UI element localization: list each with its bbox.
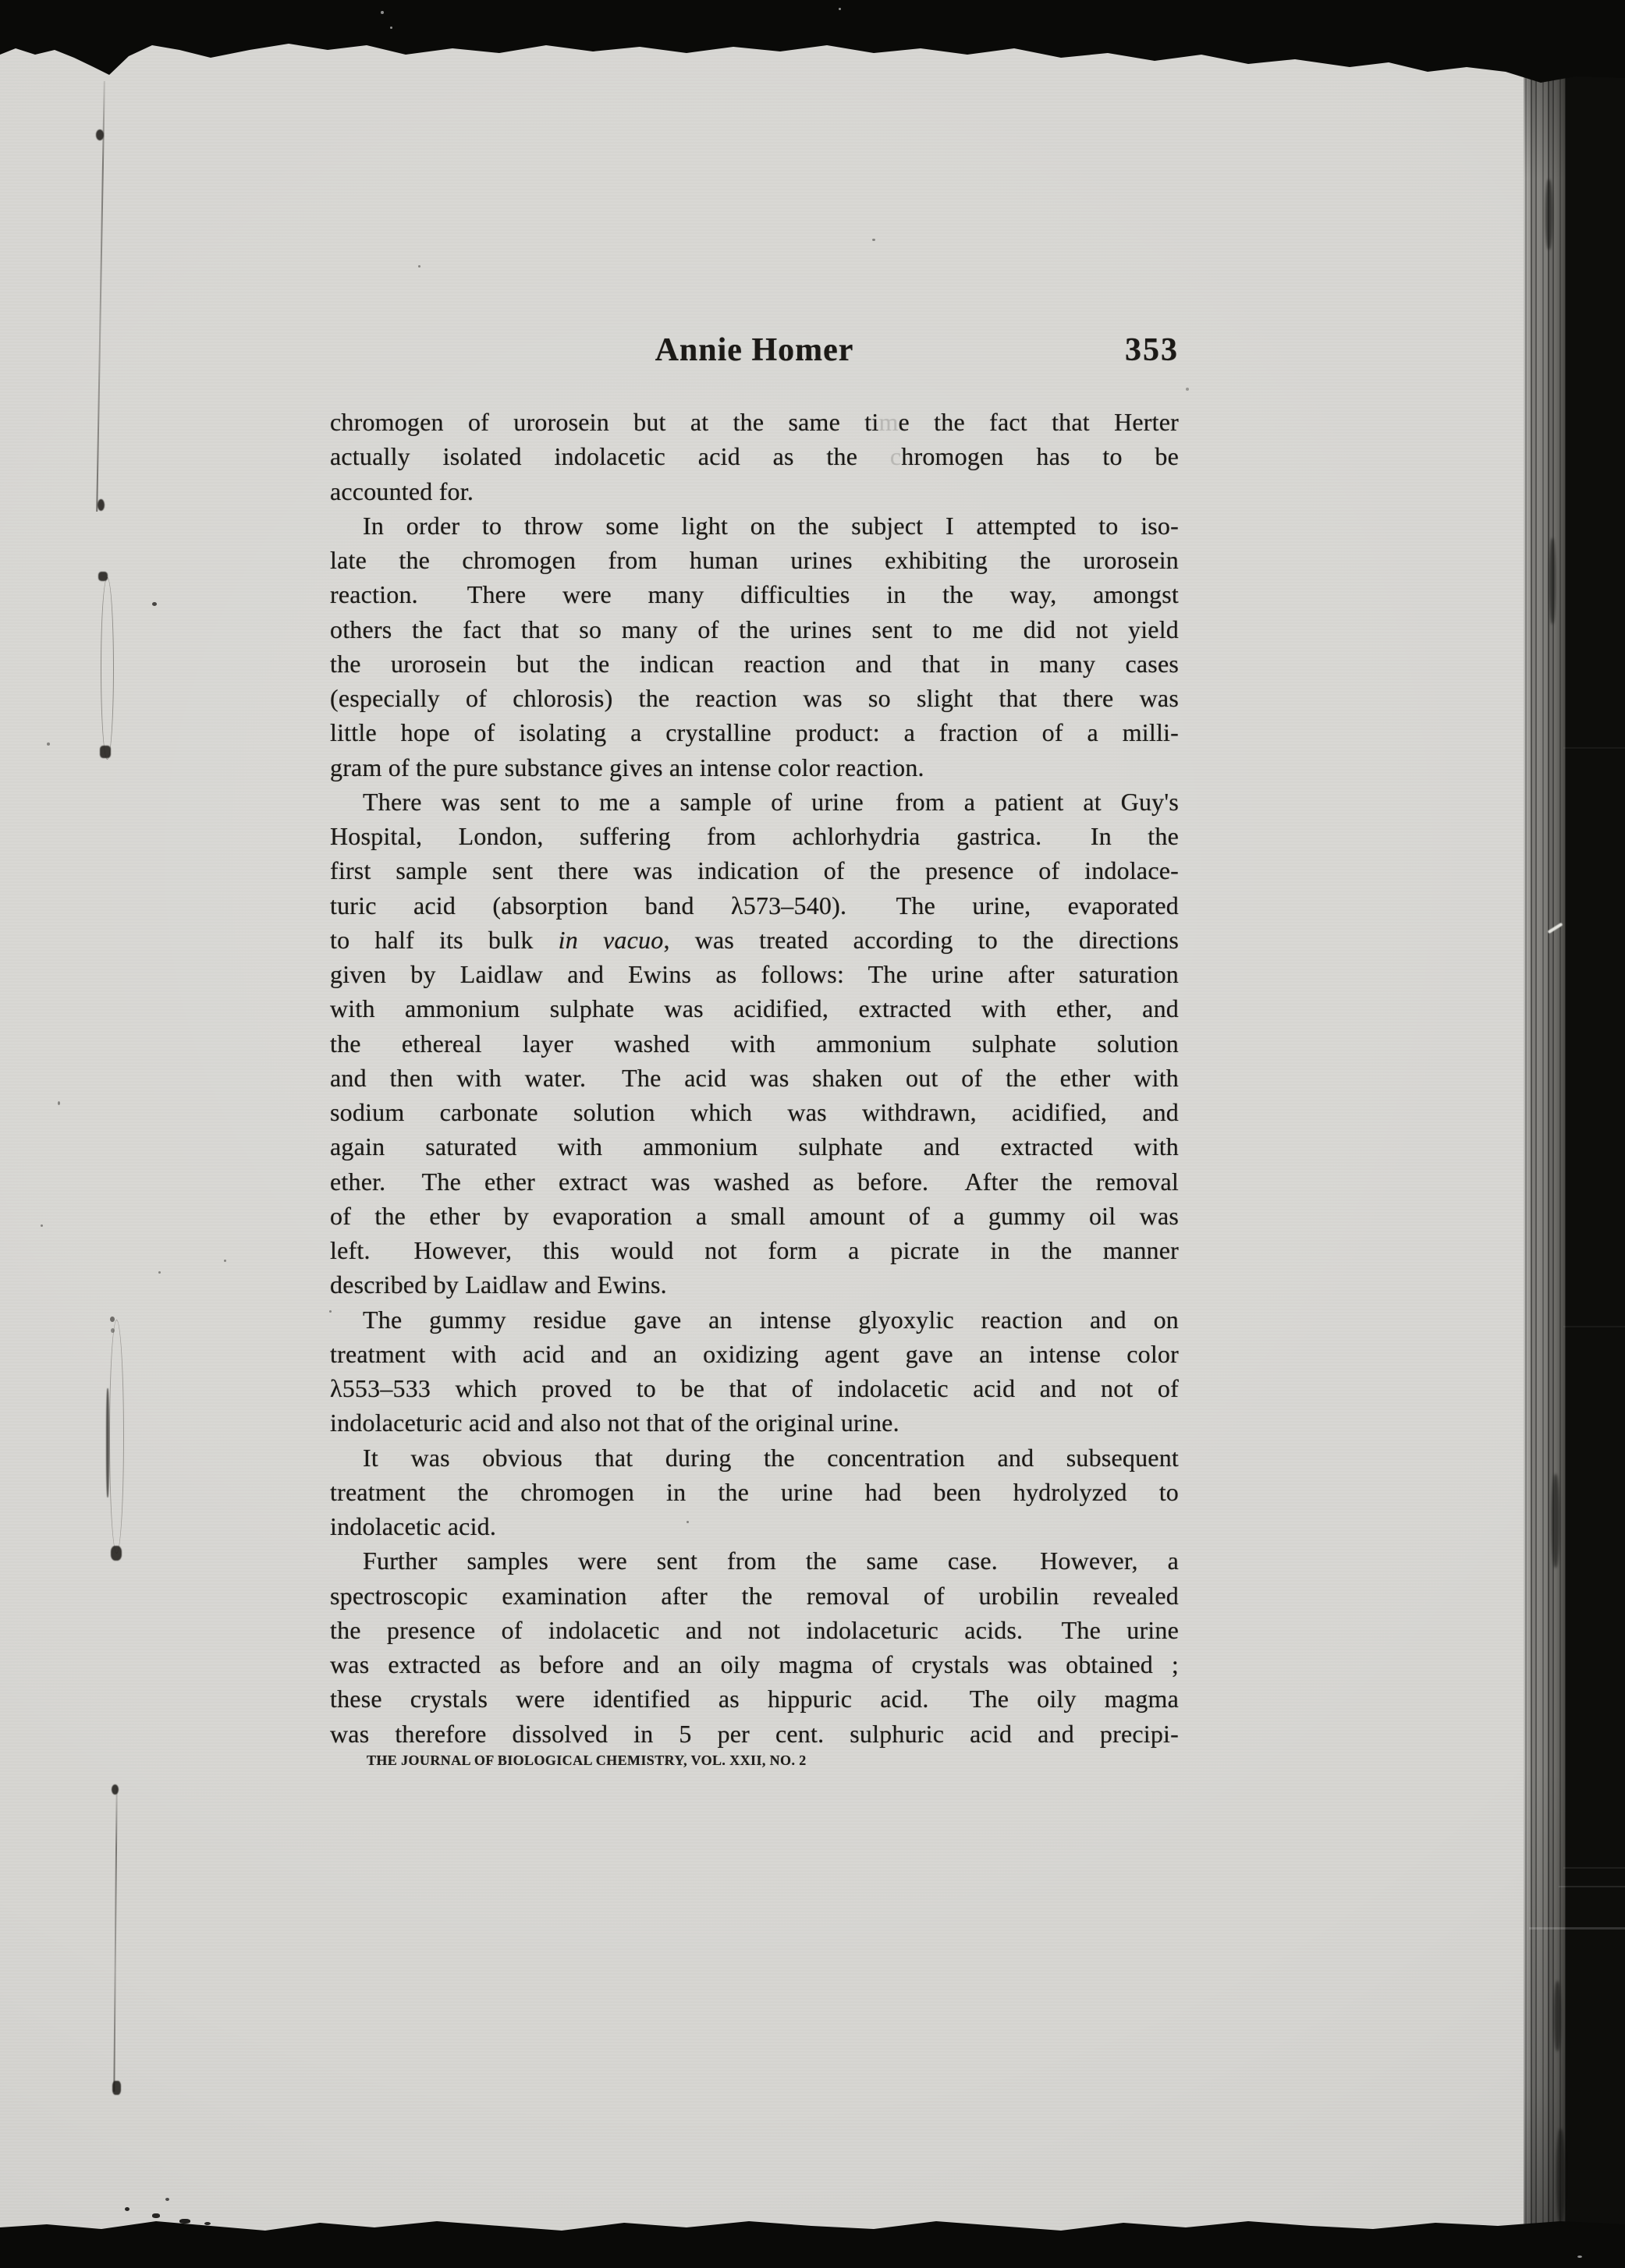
text-line: left. However, this would not form a picrate in the manner [330,1236,1179,1264]
scan-speck [418,265,420,268]
scan-scratch [1563,747,1625,749]
text-line: gram of the pure substance gives an intense color reaction. [330,753,924,781]
text-line: first sample sent there was indication of the presence of indolace- [330,856,1179,885]
page-edge-smudge [1556,2129,1565,2223]
text-line: Further samples were sent from the same case. However, a [363,1547,1179,1575]
text-line: In order to throw some light on the subject I attempted to iso- [363,511,1179,540]
scan-speck [125,2207,130,2211]
text-line: Hospital, London, suffering from achlorhydria gastrica. In the [330,822,1179,850]
scan-speck [872,239,875,241]
text-line: little hope of isolating a crystalline product: a fraction of a milli- [330,718,1179,747]
page-edge-smudge [1545,179,1552,250]
scan-fiber-artifact [101,577,114,760]
scan-white-speck [390,27,392,29]
scan-speck [329,1310,332,1313]
page-edge-smudge [1549,538,1556,624]
scan-speck [41,1224,43,1227]
text-line: chromogen of urorosein but at the same time the fact that Herter [330,408,1179,436]
page-number: 353 [1125,332,1179,368]
text-line: late the chromogen from human urines exhibiting the urorosein [330,546,1179,574]
text-line: and then with water. The acid was shaken out of the ether with [330,1063,1179,1092]
scan-fiber-blob [96,129,104,140]
scan-fiber-blob [112,2081,121,2095]
text-line: treatment the chromogen in the urine had been hydrolyzed to [330,1477,1179,1506]
text-line: The gummy residue gave an intense glyoxylic reaction and on [363,1305,1179,1334]
scan-speck [204,2222,211,2225]
scan-scratch [1559,1886,1625,1887]
scan-speck [158,1271,161,1274]
text-line: There was sent to me a sample of urine from a patient at Guy's [363,787,1179,816]
scan-fiber-blob [98,499,105,511]
text-line: the presence of indolacetic and not indolaceturic acids. The urine [330,1615,1179,1644]
scan-white-speck [1577,2256,1582,2258]
text-line: others the fact that so many of the urines sent to me did not yield [330,615,1179,643]
text-line: ether. The ether extract was washed as before. After the removal [330,1167,1179,1196]
text-line: spectroscopic examination after the removal of urobilin revealed [330,1581,1179,1610]
scan-scratch [1563,1326,1625,1327]
scan-white-speck [381,11,384,14]
scan-speck [967,975,970,977]
text-line: of the ether by evaporation a small amount of a gummy oil was [330,1201,1179,1230]
scan-white-speck [839,8,841,10]
text-line: (especially of chlorosis) the reaction was so slight that there was [330,684,1179,712]
scan-speck [58,1101,60,1105]
page-header-title: Annie Homer [655,332,854,368]
scan-speck [110,1317,115,1322]
text-line: indolacetic acid. [330,1512,497,1540]
page-header [330,331,1179,375]
text-line: these crystals were identified as hippuric acid. The oily magma [330,1685,1179,1713]
scan-speck [152,2213,160,2218]
text-line: again saturated with ammonium sulphate and extracted with [330,1132,1179,1161]
scan-speck [1186,388,1189,391]
text-line: described by Laidlaw and Ewins. [330,1270,667,1299]
scan-scratch [1563,1867,1625,1869]
text-line: given by Laidlaw and Ewins as follows: The urine after saturation [330,960,1179,988]
text-line: indolaceturic acid and also not that of the original urine. [330,1409,899,1437]
text-line: actually isolated indolacetic acid as the chromogen has to be [330,442,1179,471]
text-line: reaction. There were many difficulties in the way, amongst [330,580,1179,609]
journal-footer: THE JOURNAL OF BIOLOGICAL CHEMISTRY, VOL. XXII, NO. 2 [367,1752,807,1768]
scan-fiber-blob [111,1546,122,1561]
page-edge-smudge [1554,1981,1561,2051]
text-line: was therefore dissolved in 5 per cent. sulphuric acid and precipi- [330,1719,1179,1748]
text-line: the urorosein but the indican reaction and that in many cases [330,649,1179,678]
text-line: It was obvious that during the concentration and subsequent [363,1443,1179,1472]
scan-speck [165,2198,169,2201]
scan-fiber-blob [106,1388,109,1497]
text-line: λ553–533 which proved to be that of indolacetic acid and not of [330,1374,1179,1402]
page-edge-smudge [1552,1474,1559,1568]
scan-speck [111,1328,115,1333]
scan-fiber-blob [98,572,108,581]
text-line: sodium carbonate solution which was withdrawn, acidified, and [330,1098,1179,1126]
scan-scratch [1529,1927,1625,1930]
text-line: accounted for. [330,477,474,505]
scan-speck [152,602,157,606]
scan-speck [47,742,50,746]
text-line: the ethereal layer washed with ammonium sulphate solution [330,1029,1179,1058]
scan-speck [179,2219,190,2224]
scan-fiber-blob [100,746,111,758]
text-line: was extracted as before and an oily magma of crystals was obtained ; [330,1650,1179,1678]
scan-fiber-blob [112,1784,119,1795]
text-line: to half its bulk in vacuo, was treated according to the directions [330,925,1180,954]
text-line: with ammonium sulphate was acidified, extracted with ether, and [330,994,1179,1023]
page-body-text [330,405,1179,1751]
scan-fiber-artifact [109,1320,124,1554]
text-line: treatment with acid and an oxidizing agent gave an intense color [330,1339,1179,1368]
text-line: turic acid (absorption band λ573–540). The urine, evaporated [330,891,1179,920]
scan-speck [224,1260,226,1262]
scan-speck [687,1521,689,1523]
